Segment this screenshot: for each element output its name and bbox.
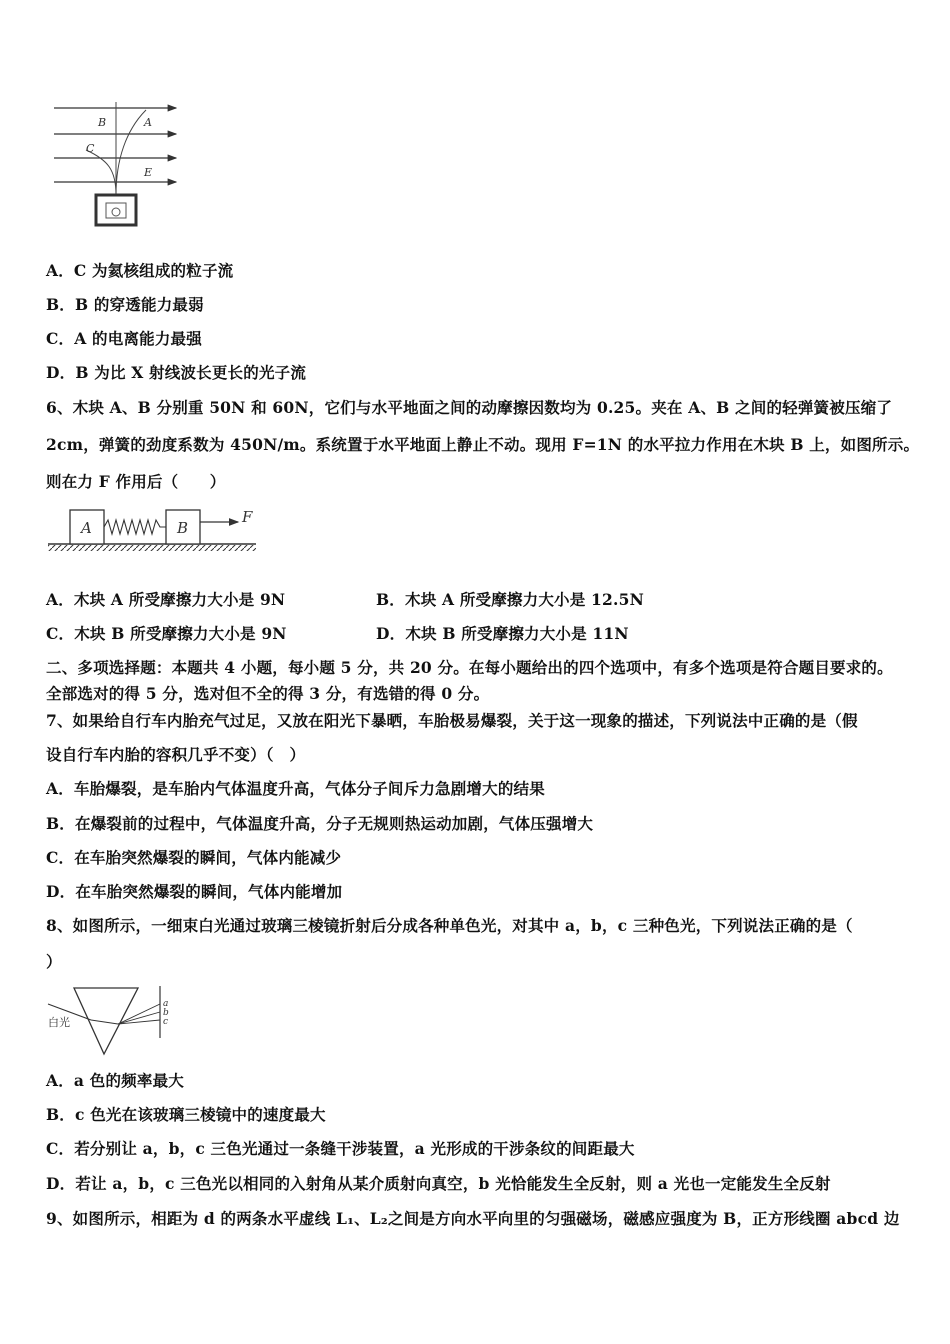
q7-stem-line1: 7、如果给自行车内胎充气过足，又放在阳光下暴晒，车胎极易爆裂，关于这一现象的描述，下列说法中正确的是（假 bbox=[46, 711, 858, 730]
q8-option-c: C．若分别让 a，b，c 三色光通过一条缝干涉装置，a 光形成的干涉条纹的间距最大 bbox=[46, 1139, 635, 1158]
q6-stem-line1: 6、木块 A、B 分别重 50N 和 60N，它们与水平地面之间的动摩擦因数均为 0.25。夹在 A、B 之间的轻弹簧被压缩了 bbox=[46, 398, 893, 417]
q5-option-b: B．B 的穿透能力最弱 bbox=[46, 295, 204, 314]
ray-a-label: a bbox=[163, 999, 169, 1009]
section2-heading-line1: 二、多项选择题：本题共 4 小题，每小题 5 分，共 20 分。在每小题给出的四个选项中，有多个选项是符合题目要求的。 bbox=[46, 658, 893, 677]
q7-option-b: B．在爆裂前的过程中，气体温度升高，分子无规则热运动加剧，气体压强增大 bbox=[46, 814, 594, 833]
q6-stem-line2: 2cm，弹簧的劲度系数为 450N/m。系统置于水平地面上静止不动。现用 F=1N 的水平拉力作用在木块 B 上，如图所示。 bbox=[46, 435, 920, 454]
q5-option-c: C．A 的电离能力最强 bbox=[46, 329, 202, 348]
q5-option-a: A．C 为氦核组成的粒子流 bbox=[46, 261, 234, 280]
q6-stem-line3: 则在力 F 作用后（ ） bbox=[46, 472, 226, 491]
q7-option-d: D．在车胎突然爆裂的瞬间，气体内能增加 bbox=[46, 882, 343, 901]
q8-option-b: B．c 色光在该玻璃三棱镜中的速度最大 bbox=[46, 1105, 326, 1124]
white-light-label: 白光 bbox=[48, 1016, 70, 1029]
ray-b-label: b bbox=[163, 1008, 169, 1018]
q6-option-b: B．木块 A 所受摩擦力大小是 12.5N bbox=[376, 590, 644, 609]
q6-option-c: C．木块 B 所受摩擦力大小是 9N bbox=[46, 624, 287, 643]
q9-stem-line1: 9、如图所示，相距为 d 的两条水平虚线 L₁、L₂之间是方向水平向里的匀强磁场，磁感应强度为 B，正方形线圈 abcd 边 bbox=[46, 1209, 900, 1228]
q5-option-d: D．B 为比 X 射线波长更长的光子流 bbox=[46, 363, 307, 382]
ray-c-label: c bbox=[163, 1017, 169, 1027]
block-a-label: A bbox=[81, 519, 92, 537]
section2-heading-line2: 全部选对的得 5 分，选对但不全的得 3 分，有选错的得 0 分。 bbox=[46, 684, 490, 703]
q8-stem-line2: ） bbox=[46, 952, 62, 971]
spring-blocks-figure bbox=[46, 500, 266, 558]
force-label: F bbox=[242, 508, 253, 526]
q8-option-d: D．若让 a，b，c 三色光以相同的入射角从某介质射向真空，b 光恰能发生全反射，则 a 光也一定能发生全反射 bbox=[46, 1174, 831, 1193]
label-a: A bbox=[144, 116, 152, 129]
label-b: B bbox=[98, 116, 107, 129]
label-c: C bbox=[86, 142, 95, 155]
radiation-field-figure bbox=[46, 100, 186, 230]
q7-option-c: C．在车胎突然爆裂的瞬间，气体内能减少 bbox=[46, 848, 342, 867]
q6-option-d: D．木块 B 所受摩擦力大小是 11N bbox=[376, 624, 629, 643]
prism-figure bbox=[46, 982, 176, 1060]
q8-stem-line1: 8、如图所示，一细束白光通过玻璃三棱镜折射后分成各种单色光，对其中 a，b，c 三种色光，下列说法正确的是（ bbox=[46, 916, 853, 935]
q7-option-a: A．车胎爆裂，是车胎内气体温度升高，气体分子间斥力急剧增大的结果 bbox=[46, 779, 545, 798]
label-e: E bbox=[144, 166, 153, 179]
block-b-label: B bbox=[177, 519, 189, 537]
q7-stem-line2: 设自行车内胎的容积几乎不变）（ ） bbox=[46, 745, 306, 764]
q6-option-a: A．木块 A 所受摩擦力大小是 9N bbox=[46, 590, 286, 609]
q8-option-a: A．a 色的频率最大 bbox=[46, 1071, 184, 1090]
